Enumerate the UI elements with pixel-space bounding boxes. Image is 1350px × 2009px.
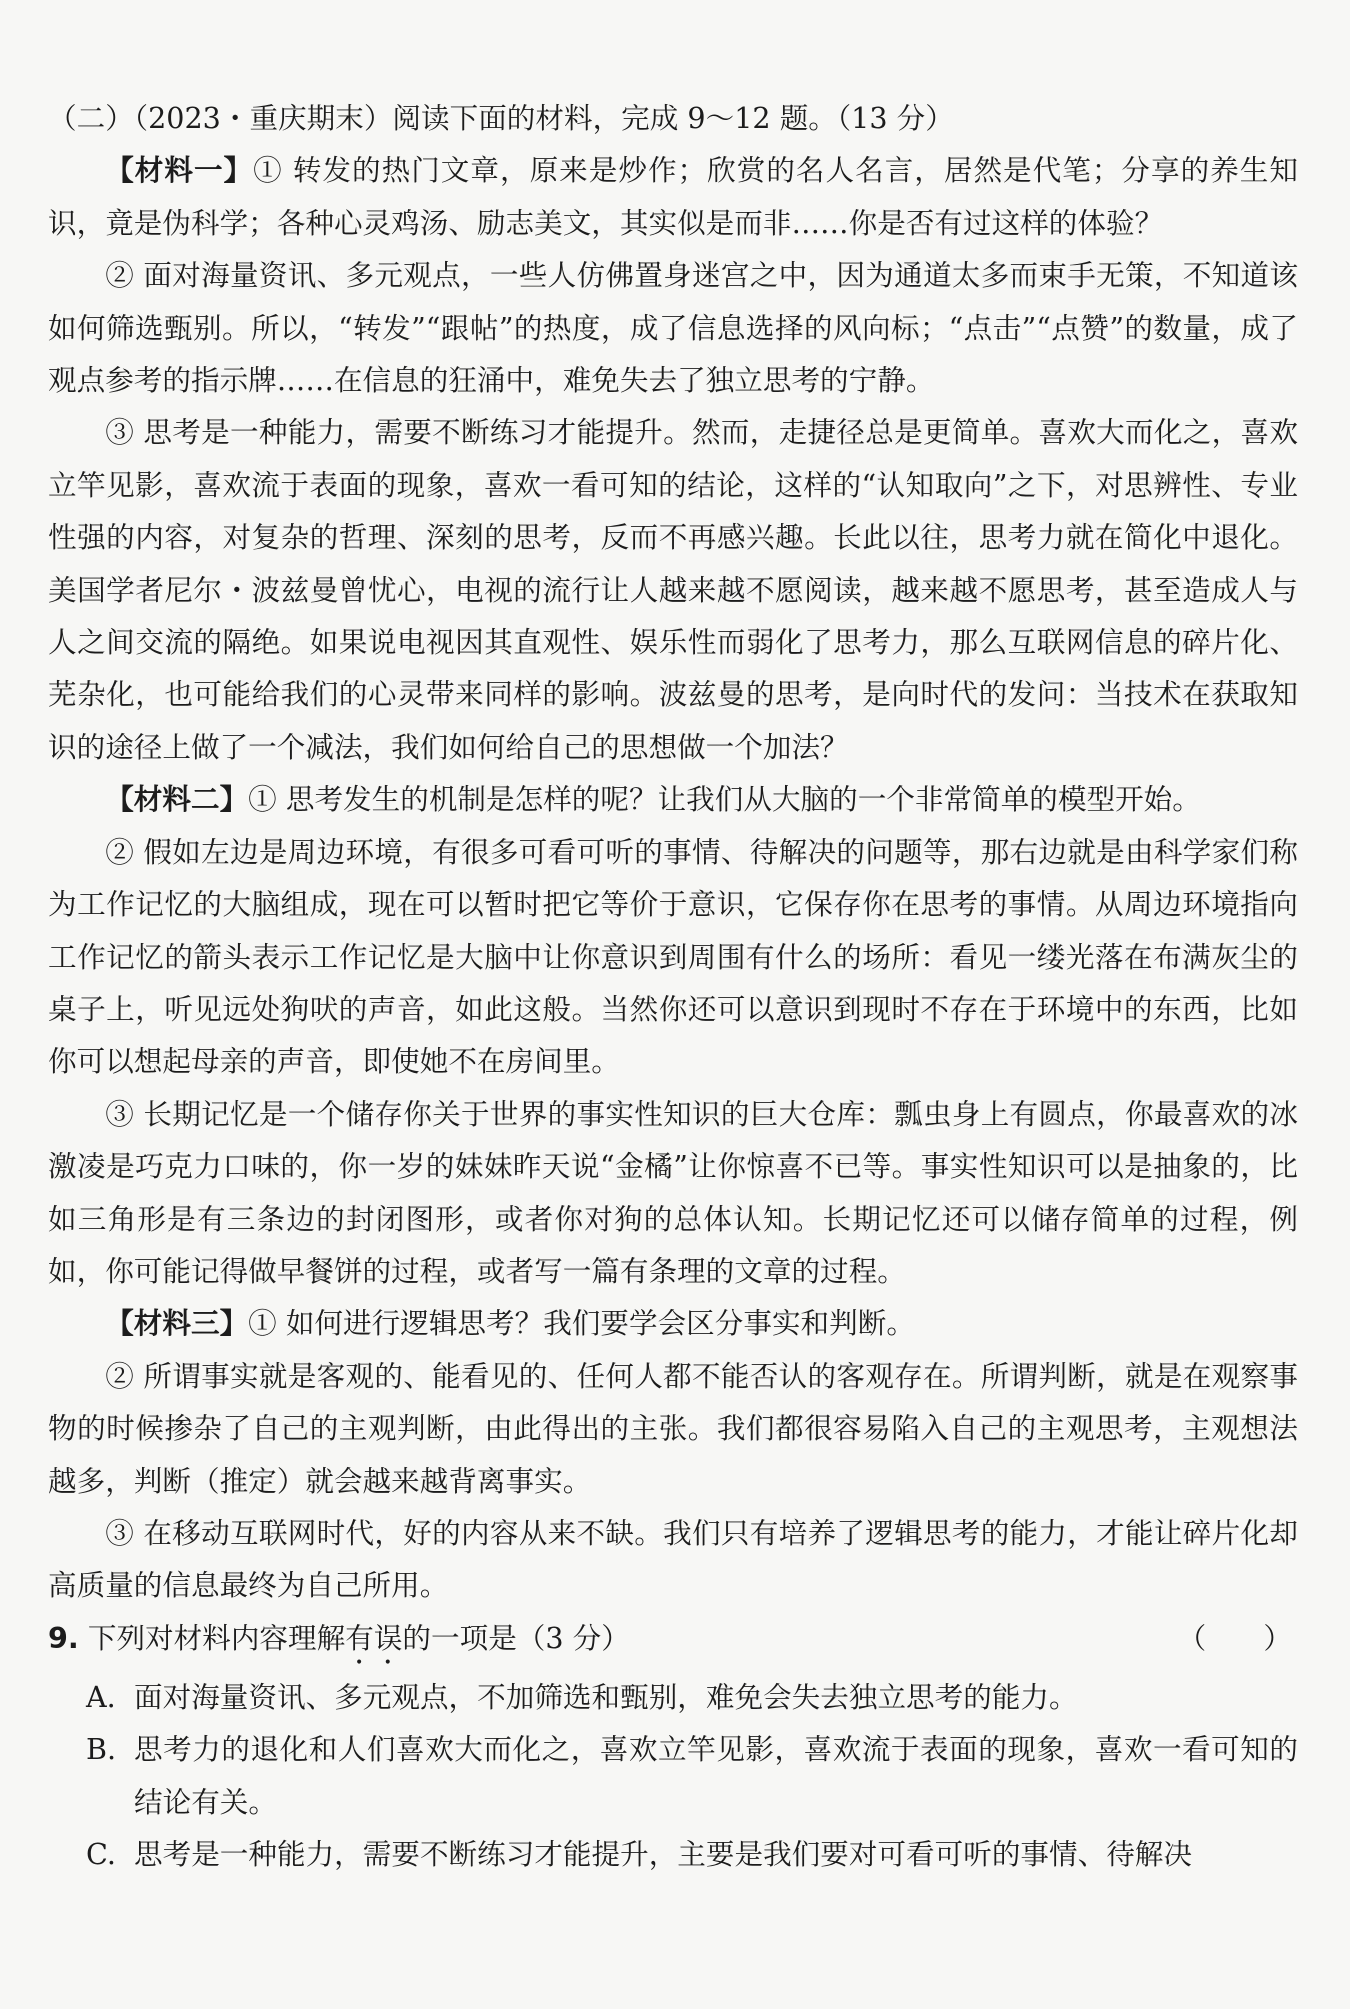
question-stem-before: 下列对材料内容理解: [87, 1620, 346, 1655]
option-text: 思考是一种能力，需要不断练习才能提升，主要是我们要对可看可听的事情、待解决: [134, 1837, 1192, 1871]
option-label: A.: [86, 1679, 116, 1714]
material1-p1-text: ① 转发的热门文章，原来是炒作；欣赏的名人名言，居然是代笔；分享的养生知识，竟是伪科学；各种心灵鸡汤、励志美文，其实似是而非……你是否有过这样的体验？: [48, 153, 1298, 240]
material2-paragraph-3: ③ 长期记忆是一个储存你关于世界的事实性知识的巨大仓库：瓢虫身上有圆点，你最喜欢的冰激凌是巧克力口味的，你一岁的妹妹昨天说“金橘”让你惊喜不已等。事实性知识可以是抽象的，比如三角形是有三条边的封闭图形，或者你对狗的总体认知。长期记忆还可以储存简单的过程，例如，你可能记得做早餐饼的过程，或者写一篇有条理的文章的过程。: [48, 1096, 1298, 1288]
material2-paragraph-1: [48, 773, 1298, 825]
option-a[interactable]: [86, 1671, 1298, 1723]
material2-p1-text: ① 思考发生的机制是怎样的呢？让我们从大脑的一个非常简单的模型开始。: [248, 782, 1201, 817]
material3-paragraph-3: ③ 在移动互联网时代，好的内容从来不缺。我们只有培养了逻辑思考的能力，才能让碎片化却高质量的信息最终为自己所用。: [48, 1515, 1298, 1603]
option-c[interactable]: [86, 1828, 1298, 1880]
material1-title: 【材料一】: [105, 153, 254, 188]
question-9: [48, 1612, 1298, 1671]
option-text: 面对海量资讯、多元观点，不加筛选和甄别，难免会失去独立思考的能力。: [134, 1679, 1078, 1714]
material1-paragraph-1: [48, 144, 1298, 249]
material1-paragraph-3: ③ 思考是一种能力，需要不断练习才能提升。然而，走捷径总是更简单。喜欢大而化之，喜欢立竿见影，喜欢流于表面的现象，喜欢一看可知的结论，这样的“认知取向”之下，对思辨性、专业性强的内容，对复杂的哲理、深刻的思考，反而不再感兴趣。长此以往，思考力就在简化中退化。美国学者尼尔・波兹曼曾忧心，电视的流行让人越来越不愿阅读，越来越不愿思考，甚至造成人与人之间交流的隔绝。如果说电视因其直观性、娱乐性而弱化了思考力，那么互联网信息的碎片化、芜杂化，也可能给我们的心灵带来同样的影响。波兹曼的思考，是向时代的发问：当技术在获取知识的途径上做了一个减法，我们如何给自己的思想做一个加法？: [48, 415, 1298, 764]
material2-paragraph-2: ② 假如左边是周边环境，有很多可看可听的事情、待解决的问题等，那右边就是由科学家们称为工作记忆的大脑组成，现在可以暂时把它等价于意识，它保存你在思考的事情。从周边环境指向工作记忆的箭头表示工作记忆是大脑中让你意识到周围有什么的场所：看见一缕光落在布满灰尘的桌子上，听见远处狗吠的声音，如此这般。当然你还可以意识到现时不存在于环境中的东西，比如你可以想起母亲的声音，即使她不在房间里。: [48, 834, 1298, 1079]
option-b[interactable]: [86, 1723, 1298, 1828]
question-number: 9.: [48, 1620, 79, 1655]
material3-paragraph-1: [48, 1297, 1298, 1349]
option-label: C.: [86, 1837, 116, 1871]
material2-title: 【材料二】: [105, 782, 249, 817]
answer-blank[interactable]: （ ）: [1177, 1620, 1292, 1655]
question-stem-emphasis: 有误: [345, 1620, 403, 1655]
material3-paragraph-2: ② 所谓事实就是客观的、能看见的、任何人都不能否认的客观存在。所谓判断，就是在观察事物的时候掺杂了自己的主观判断，由此得出的主张。我们都很容易陷入自己的主观思考，主观想法越多，判断（推定）就会越来越背离事实。: [48, 1358, 1298, 1498]
option-label: B.: [86, 1732, 117, 1767]
material1-paragraph-2: ② 面对海量资讯、多元观点，一些人仿佛置身迷宫之中，因为通道太多而束手无策，不知道该如何筛选甄别。所以，“转发”“跟帖”的热度，成了信息选择的风向标；“点击”“点赞”的数量，成了观点参考的指示牌……在信息的狂涌中，难免失去了独立思考的宁静。: [48, 258, 1298, 398]
option-text: 思考力的退化和人们喜欢大而化之，喜欢立竿见影，喜欢流于表面的现象，喜欢一看可知的结论有关。: [134, 1732, 1298, 1819]
question-stem-after: 的一项是（3 分）: [402, 1620, 630, 1655]
material3-p1-text: ① 如何进行逻辑思考？我们要学会区分事实和判断。: [248, 1306, 915, 1341]
material3-title: 【材料三】: [105, 1306, 249, 1341]
section-header: （二）（2023・重庆期末）阅读下面的材料，完成 9～12 题。（13 分）: [48, 101, 954, 135]
document-body: [48, 92, 1298, 1880]
